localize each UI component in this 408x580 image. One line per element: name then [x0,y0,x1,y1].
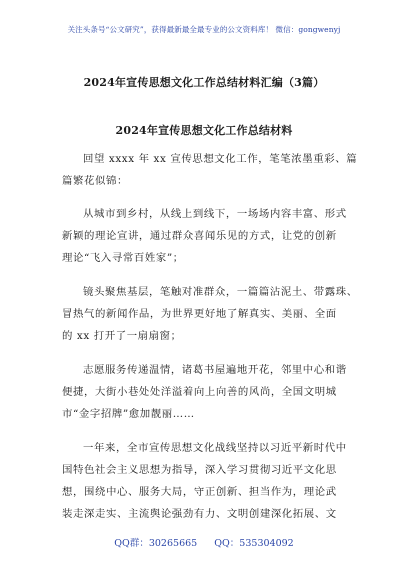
paragraph-lectures [62,203,362,269]
paragraph-line: 理论“飞入寻常百姓家”； [62,252,184,264]
paragraph-line: 镜头聚焦基层，笔触对准群众，一篇篇沾泥土、带露珠、 [83,286,358,298]
section-title: 2024年宣传思想文化工作总结材料 [115,124,293,137]
paragraph-year-summary [62,437,362,525]
footer-contacts [0,535,408,549]
paragraph-line: 志愿服务传递温情，诸葛书屋遍地开花，邻里中心和谐 [83,364,347,376]
paragraph-volunteer [62,359,362,425]
paragraph-line: 新颖的理论宣讲，通过群众喜闻乐见的方式，让党的创新 [62,230,337,242]
paragraph-line: 从城市到乡村，从线上到线下，一场场内容丰富、形式 [83,208,347,220]
paragraph-line: 篇繁花似锦： [62,175,128,187]
document-title: 2024年宣传思想文化工作总结材料汇编（3篇） [83,76,325,89]
footer-qq: QQ：535304092 [214,538,294,549]
paragraph-line: 想，围绕中心、服务大局，守正创新、担当作为，理论武 [62,486,337,498]
header-note: 关注头条号“公文研究”，获得最新最全最专业的公文资料库！ 微信：gongwenyj [67,25,341,34]
footer-qq-group: QQ群：30265665 [114,538,198,549]
paragraph-review [62,148,362,192]
paragraph-line: 装走深走实、主流舆论强劲有力、文明创建深化拓展、文 [62,508,337,520]
paragraph-news [62,281,362,347]
paragraph-line: 回望 xxxx 年 xx 宣传思想文化工作，笔笔浓墨重彩、篇 [83,153,358,165]
paragraph-line: 国特色社会主义思想为指导，深入学习贯彻习近平文化思 [62,464,337,476]
paragraph-line: 一年来，全市宣传思想文化战线坚持以习近平新时代中 [83,442,347,454]
paragraph-line: 便捷，大街小巷处处洋溢着向上向善的风尚，全国文明城 [62,386,337,398]
paragraph-line: 冒热气的新闻作品，为世界更好地了解真实、美丽、全面 [62,308,337,320]
paragraph-line: 的 xx 打开了一扇扇窗； [62,330,182,342]
paragraph-line: 市“金字招牌”愈加靓丽…… [62,408,195,420]
